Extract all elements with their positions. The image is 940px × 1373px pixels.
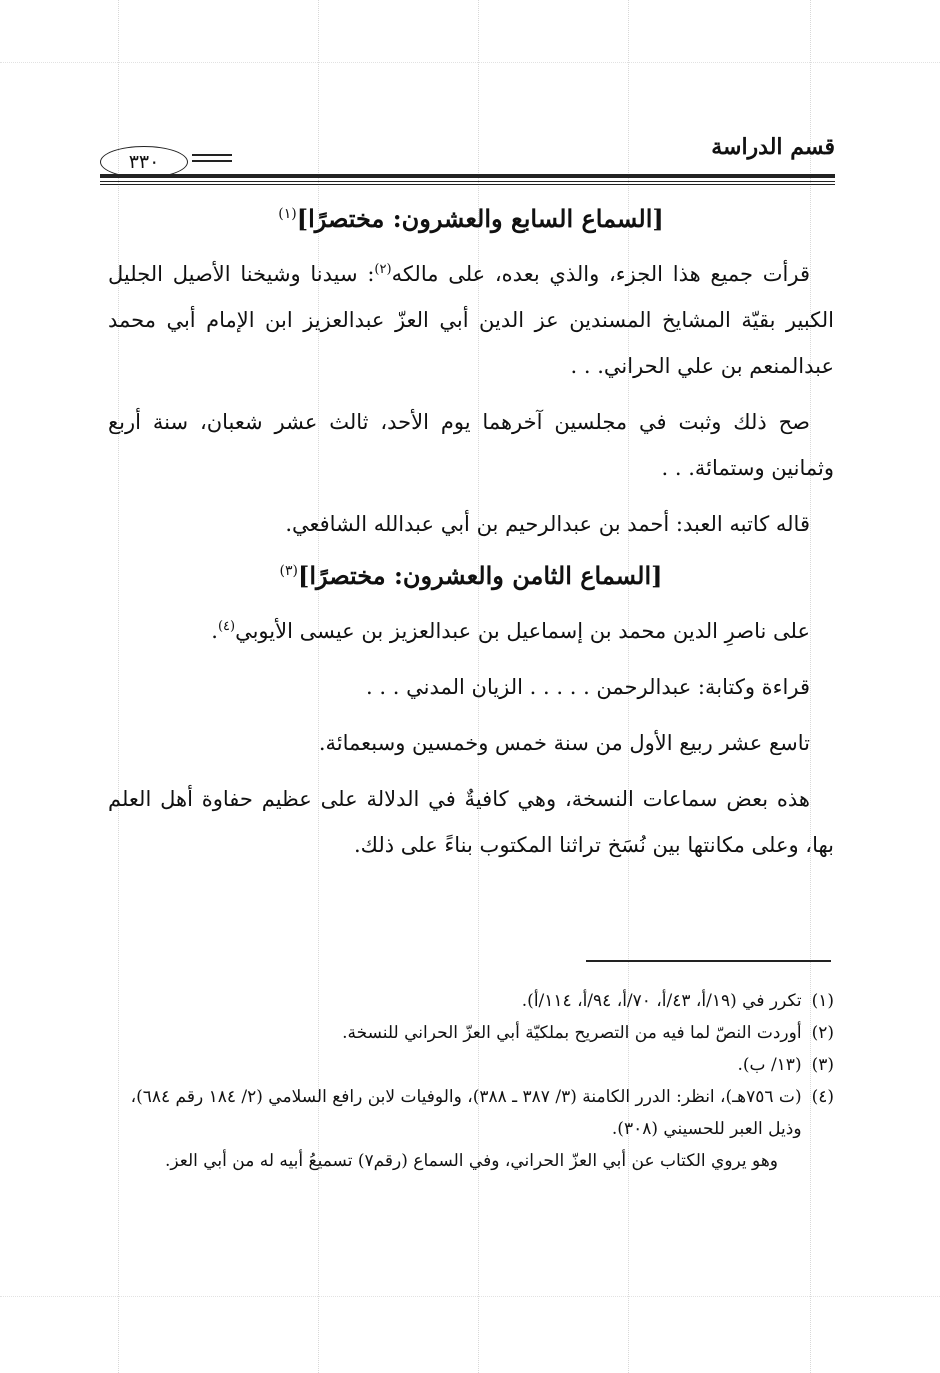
page-body <box>108 190 834 878</box>
footnote-ref: (٣) <box>279 563 298 579</box>
heading-28: [السماع الثامن والعشرون: مختصرًا]$^{(٣)}$ <box>279 561 663 590</box>
footnote-ref: (١) <box>278 206 297 222</box>
footnote-item <box>108 1049 834 1081</box>
header-rule <box>100 174 835 185</box>
footnotes <box>108 985 834 1177</box>
footnote-continuation: وهو يروي الكتاب عن أبي العزّ الحراني، وفي السماع (رقم٧) تسميعُ أبيه له من أبي العز. <box>164 1151 778 1171</box>
footnote-item <box>108 985 834 1017</box>
footnote-ref: (٤) <box>217 619 236 634</box>
paragraph: قرأت جميع هذا الجزء، والذي بعده، على مالكه$^{(٢)}$: سيدنا وشيخنا الأصيل الجليل الكبير بقيّة المشايخ المسندين عز الدين أبي العزّ عبدالعزيز ابن الإمام أبي محمد عبدالمنعم بن علي الحراني. . . <box>108 262 834 378</box>
paragraph: قراءة وكتابة: عبدالرحمن . . . . . الزيان المدني . . . <box>366 675 810 699</box>
footnote-separator <box>586 960 831 962</box>
footnote-text: أوردت النصّ لما فيه من التصريح بملكيّة أبي العزّ الحراني للنسخة. <box>342 1023 802 1043</box>
footnote-item <box>108 1017 834 1049</box>
page-number: ٣٣٠ <box>100 146 188 178</box>
heading-27: [السماع السابع والعشرون: مختصرًا]$^{(١)}$ <box>278 204 664 233</box>
scan-grid-line <box>0 62 940 63</box>
footnote-item <box>108 1081 834 1145</box>
header-ornament <box>192 154 232 166</box>
footnote-text: تكرر في (١٩/أ، ٤٣/أ، ٧٠/أ، ٩٤/أ، ١١٤/أ). <box>521 991 802 1011</box>
scan-grid-line <box>0 1296 940 1297</box>
footnote-number: (٢) <box>811 1023 834 1043</box>
paragraph: على ناصرِ الدين محمد بن إسماعيل بن عبدالعزيز بن عيسى الأيوبي$^{(٤)}$. <box>211 619 810 643</box>
paragraph: تاسع عشر ربيع الأول من سنة خمس وخمسين وسبعمائة. <box>318 731 810 755</box>
footnote-number: (١) <box>811 991 834 1011</box>
footnote-text: (ت ٧٥٦هـ)، انظر: الدرر الكامنة (٣/ ٣٨٧ ـ ٣٨٨)، والوفيات لابن رافع السلامي (٢/ ١٨٤ رقم ٦٨٤)، وذيل العبر للحسيني (٣٠٨). <box>130 1087 802 1139</box>
paragraph: قاله كاتبه العبد: أحمد بن عبدالرحيم بن أبي عبدالله الشافعي. <box>285 512 810 536</box>
footnote-number: (٤) <box>811 1087 834 1107</box>
footnote-number: (٣) <box>811 1055 834 1075</box>
section-title: قسم الدراسة <box>711 134 835 160</box>
footnote-text: (١٣/ ب). <box>737 1055 802 1075</box>
paragraph: هذه بعض سماعات النسخة، وهي كافيةٌ في الدلالة على عظيم حفاوة أهل العلم بها، وعلى مكانتها بين نُسَخ تراثنا المكتوب بناءً على ذلك. <box>108 787 834 857</box>
footnote-ref: (٢) <box>374 262 392 277</box>
paragraph: صح ذلك وثبت في مجلسين آخرهما يوم الأحد، ثالث عشر شعبان، سنة أربع وثمانين وستمائة. . . <box>108 410 834 480</box>
